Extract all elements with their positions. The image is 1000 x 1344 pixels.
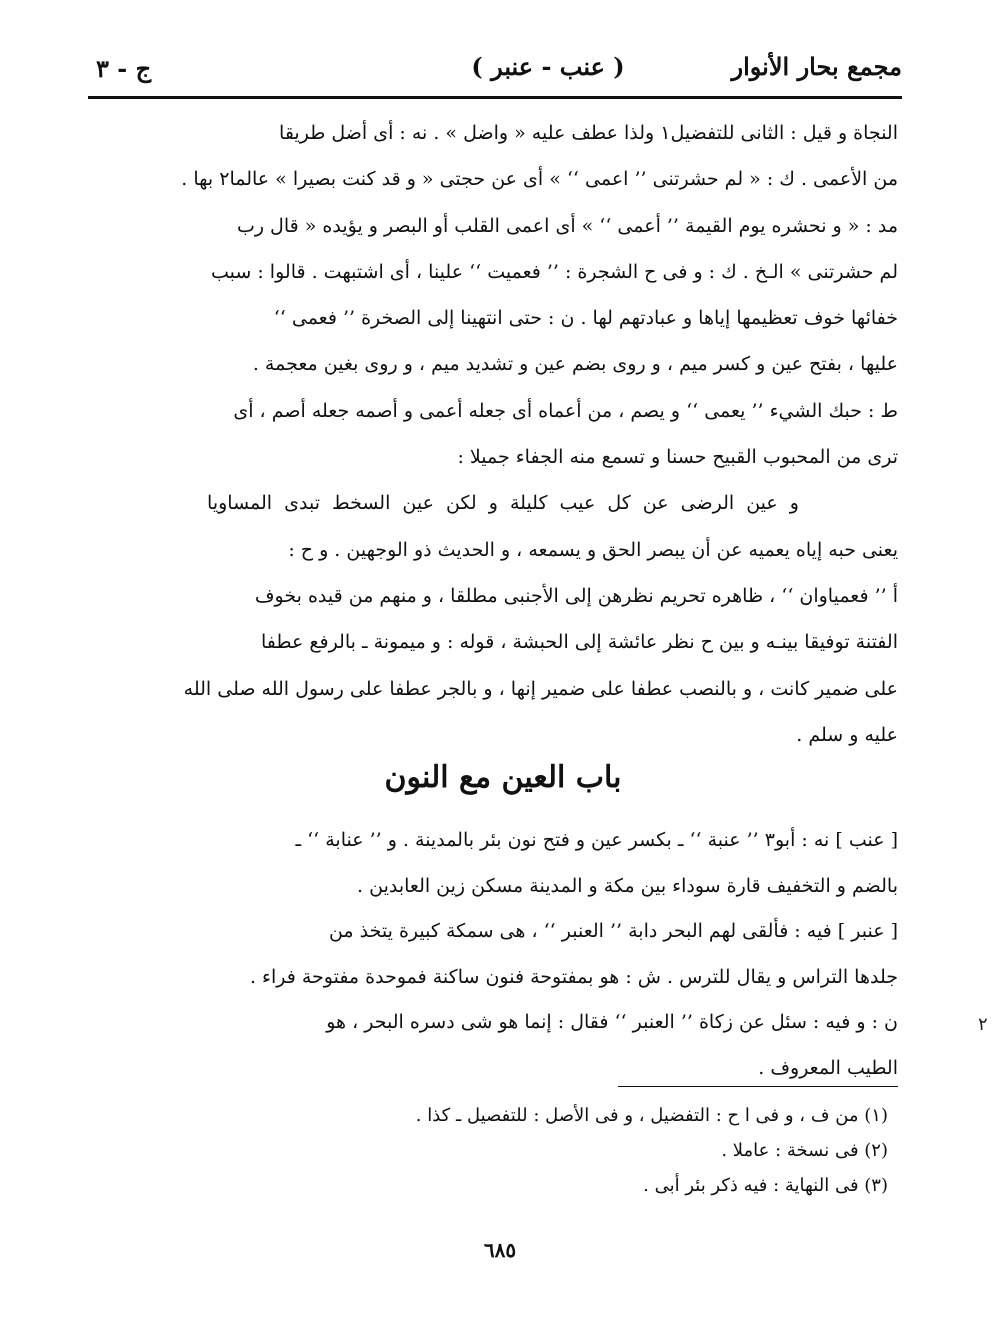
text-line: النجاة و قيل : الثانى للتفضيل١ ولذا عطف عليه « واضل » . نه : أى أضل طريقا bbox=[279, 122, 898, 144]
entry-line: بالضم و التخفيف قارة سوداء بين مكة و المدينة مسكن زين العابدين . bbox=[357, 874, 898, 897]
text-line: من الأعمى . ك : « لم حشرتنى ’’ اعمى ‘‘ » أى عن حجتى « و قد كنت بصيرا » عالما٢ بها . bbox=[181, 168, 898, 191]
volume-label: ج - ٣ bbox=[96, 54, 152, 83]
section-title: ( عنب - عنبر ) bbox=[471, 52, 625, 81]
chapter-heading: باب العين مع النون bbox=[384, 760, 622, 795]
text-line: عليها ، بفتح عين و كسر ميم ، و روى بضم عين و تشديد ميم ، و روى بغين معجمة . bbox=[252, 353, 898, 376]
header-rule bbox=[88, 96, 902, 99]
entry-line: جلدها التراس و يقال للترس . ش : هو بمفتوحة فنون ساكنة فموحدة مفتوحة فراء . bbox=[249, 965, 898, 988]
page-header bbox=[88, 46, 902, 92]
footnote-2: (٢) فى نسخة : عاملا . bbox=[721, 1140, 888, 1161]
entry-line: الطيب المعروف . bbox=[758, 1056, 898, 1079]
text-line: يعنى حبه إياه يعميه عن أن يبصر الحق و يسمعه ، و الحديث ذو الوجهين . و ح : bbox=[288, 538, 898, 561]
main-text bbox=[108, 110, 898, 758]
entries-text bbox=[108, 818, 898, 1091]
poetry-verse: و عين الرضى عن كل عيب كليلة و لكن عين السخط تبدى المساويا bbox=[207, 492, 799, 515]
footnote-rule bbox=[618, 1086, 898, 1087]
text-line: ترى من المحبوب القبيح حسنا و تسمع منه الجفاء جميلا : bbox=[457, 446, 898, 469]
text-line: خفائها خوف تعظيمها إياها و عبادتهم لها . ن : حتى انتهينا إلى الصخرة ’’ فعمى ‘‘ bbox=[273, 307, 898, 330]
footnote-1: (١) من ف ، و فى ا ح : التفضيل ، و فى الأصل : للتفصيل ـ كذا . bbox=[415, 1105, 888, 1126]
footnote-3: (٣) فى النهاية : فيه ذكر بئر أبى . bbox=[643, 1175, 888, 1196]
page-number: ٦٨٥ bbox=[483, 1238, 517, 1262]
text-line: لم حشرتنى » الـخ . ك : و فى ح الشجرة : ’’ فعميت ‘‘ علينا ، أى اشتبهت . قالوا : سبب bbox=[211, 260, 898, 283]
book-title: مجمع بحار الأنوار bbox=[731, 52, 902, 81]
margin-note-mark: ٢ bbox=[978, 1014, 988, 1035]
text-line: أ ’’ فعمياوان ‘‘ ، ظاهره تحريم نظرهن إلى الأجنبى مطلقا ، و منهم من قيده بخوف bbox=[254, 584, 898, 607]
footnotes bbox=[108, 1098, 888, 1203]
text-line: الفتنة توفيقا بينـه و بين ح نظر عائشة إلى الحبشة ، قوله : و ميمونة ـ بالرفع عطفا bbox=[261, 631, 898, 654]
entry-line: [ عنب ] نه : أبو٣ ’’ عنبة ‘‘ ـ بكسر عين و فتح نون بئر بالمدينة . و ’’ عنابة ‘‘ ـ bbox=[295, 829, 898, 851]
entry-line: [ عنبر ] فيه : فألقى لهم البحر دابة ’’ العنبر ‘‘ ، هى سمكة كبيرة يتخذ من bbox=[328, 920, 898, 942]
text-line: ط : حبك الشيء ’’ يعمى ‘‘ و يصم ، من أعماه أى جعله أعمى و أصمه جعله أصم ، أى bbox=[233, 399, 898, 422]
entry-line: ن : و فيه : سئل عن زكاة ’’ العنبر ‘‘ فقال : إنما هو شى دسره البحر ، هو bbox=[326, 1011, 898, 1033]
text-line: عليه و سلم . bbox=[796, 723, 898, 746]
text-line: مد : « و نحشره يوم القيمة ’’ أعمى ‘‘ » أى اعمى القلب أو البصر و يؤيده « قال رب bbox=[236, 214, 898, 237]
text-line: على ضمير كانت ، و بالنصب عطفا على ضمير إنها ، و بالجر عطفا على رسول الله صلى الله bbox=[183, 677, 898, 700]
